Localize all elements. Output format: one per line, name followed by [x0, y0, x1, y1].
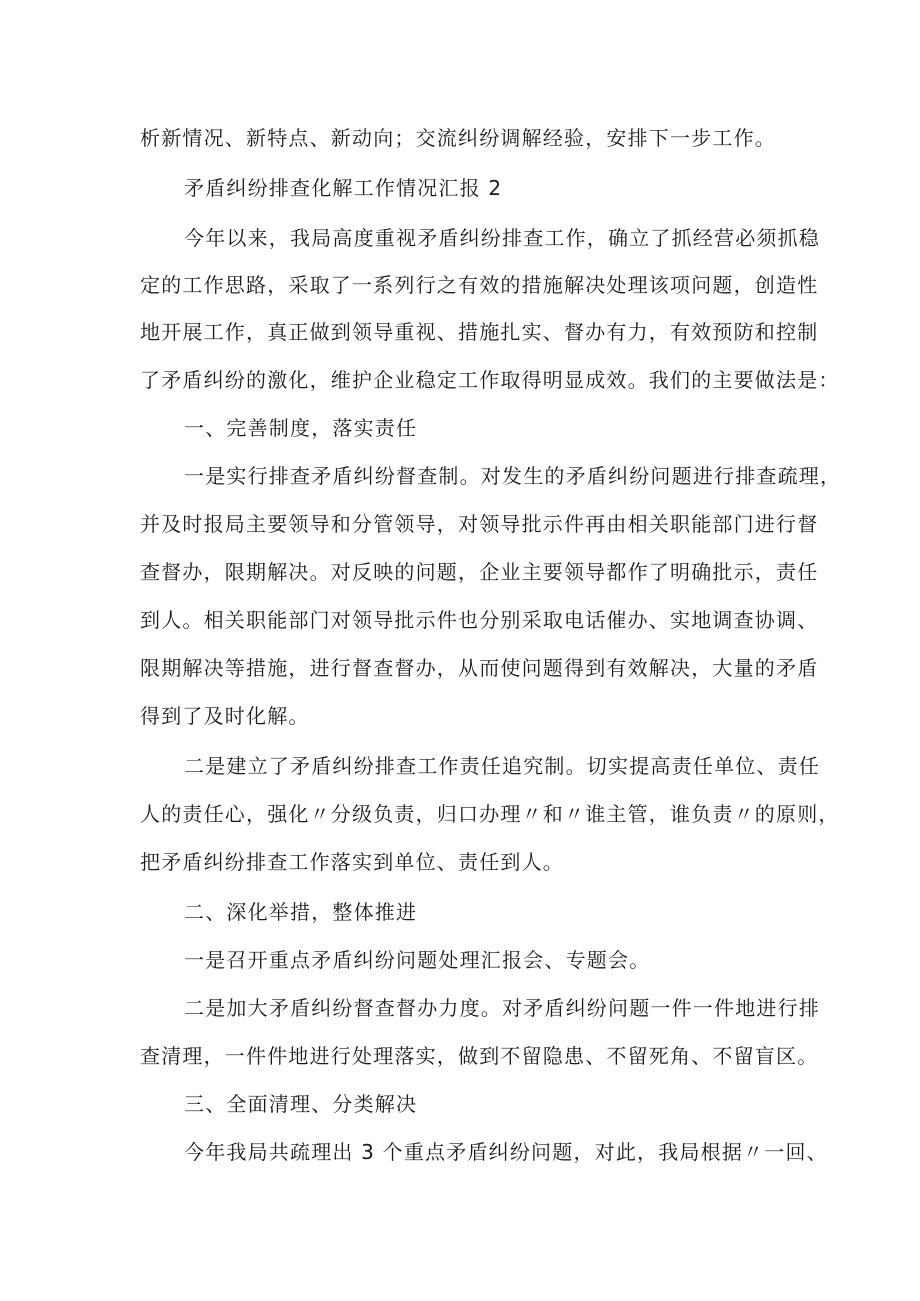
- para1-line-1: 今年以来，我局高度重视矛盾纠纷排查工作，确立了抓经营必须抓稳: [184, 226, 820, 250]
- para2-line-6: 得到了及时化解。: [140, 704, 310, 728]
- para6-line-1: 今年我局共疏理出 3 个重点矛盾纠纷问题，对此，我局根据〃一回、: [184, 1140, 828, 1164]
- para5-line-1: 二是加大矛盾纠纷督查督办力度。对矛盾纠纷问题一件一件地进行排: [184, 996, 820, 1020]
- para3-line-1: 二是建立了矛盾纠纷排查工作责任追究制。切实提高责任单位、责任: [184, 754, 820, 778]
- para2-line-3: 查督办，限期解决。对反映的问题，企业主要领导都作了明确批示，责任: [140, 560, 819, 584]
- para3-line-2: 人的责任心，强化〃分级负责，归口办理〃和〃谁主管，谁负责〃的原则，: [140, 802, 840, 826]
- para1-line-2: 定的工作思路，采取了一系列行之有效的措施解决处理该项问题，创造性: [140, 273, 819, 297]
- report-title: 矛盾纠纷排查化解工作情况汇报 2: [184, 176, 503, 200]
- section3-heading: 三、全面清理、分类解决: [184, 1092, 418, 1116]
- para4-line-1: 一是召开重点矛盾纠纷问题处理汇报会、专题会。: [184, 948, 651, 972]
- section1-heading: 一、完善制度，落实责任: [184, 416, 418, 440]
- para5-line-2: 查清理，一件件地进行处理落实，做到不留隐患、不留死角、不留盲区。: [140, 1044, 819, 1068]
- para3-line-3: 把矛盾纠纷排查工作落实到单位、责任到人。: [140, 850, 564, 874]
- para2-line-4: 到人。相关职能部门对领导批示件也分别采取电话催办、实地调查协调、: [140, 608, 819, 632]
- para2-line-5: 限期解决等措施，进行督查督办，从而使问题得到有效解决，大量的矛盾: [140, 656, 819, 680]
- para1-line-3: 地开展工作，真正做到领导重视、措施扎实、督办有力，有效预防和控制: [140, 320, 819, 344]
- para2-line-1: 一是实行排查矛盾纠纷督查制。对发生的矛盾纠纷问题进行排查疏理，: [184, 464, 842, 488]
- para2-line-2: 并及时报局主要领导和分管领导，对领导批示件再由相关职能部门进行督: [140, 512, 819, 536]
- para1-line-4: 了矛盾纠纷的激化，维护企业稳定工作取得明显成效。我们的主要做法是：: [140, 368, 840, 392]
- section2-heading: 二、深化举措，整体推进: [184, 900, 418, 924]
- intro-tail-line: 析新情况、新特点、新动向；交流纠纷调解经验，安排下一步工作。: [140, 126, 776, 150]
